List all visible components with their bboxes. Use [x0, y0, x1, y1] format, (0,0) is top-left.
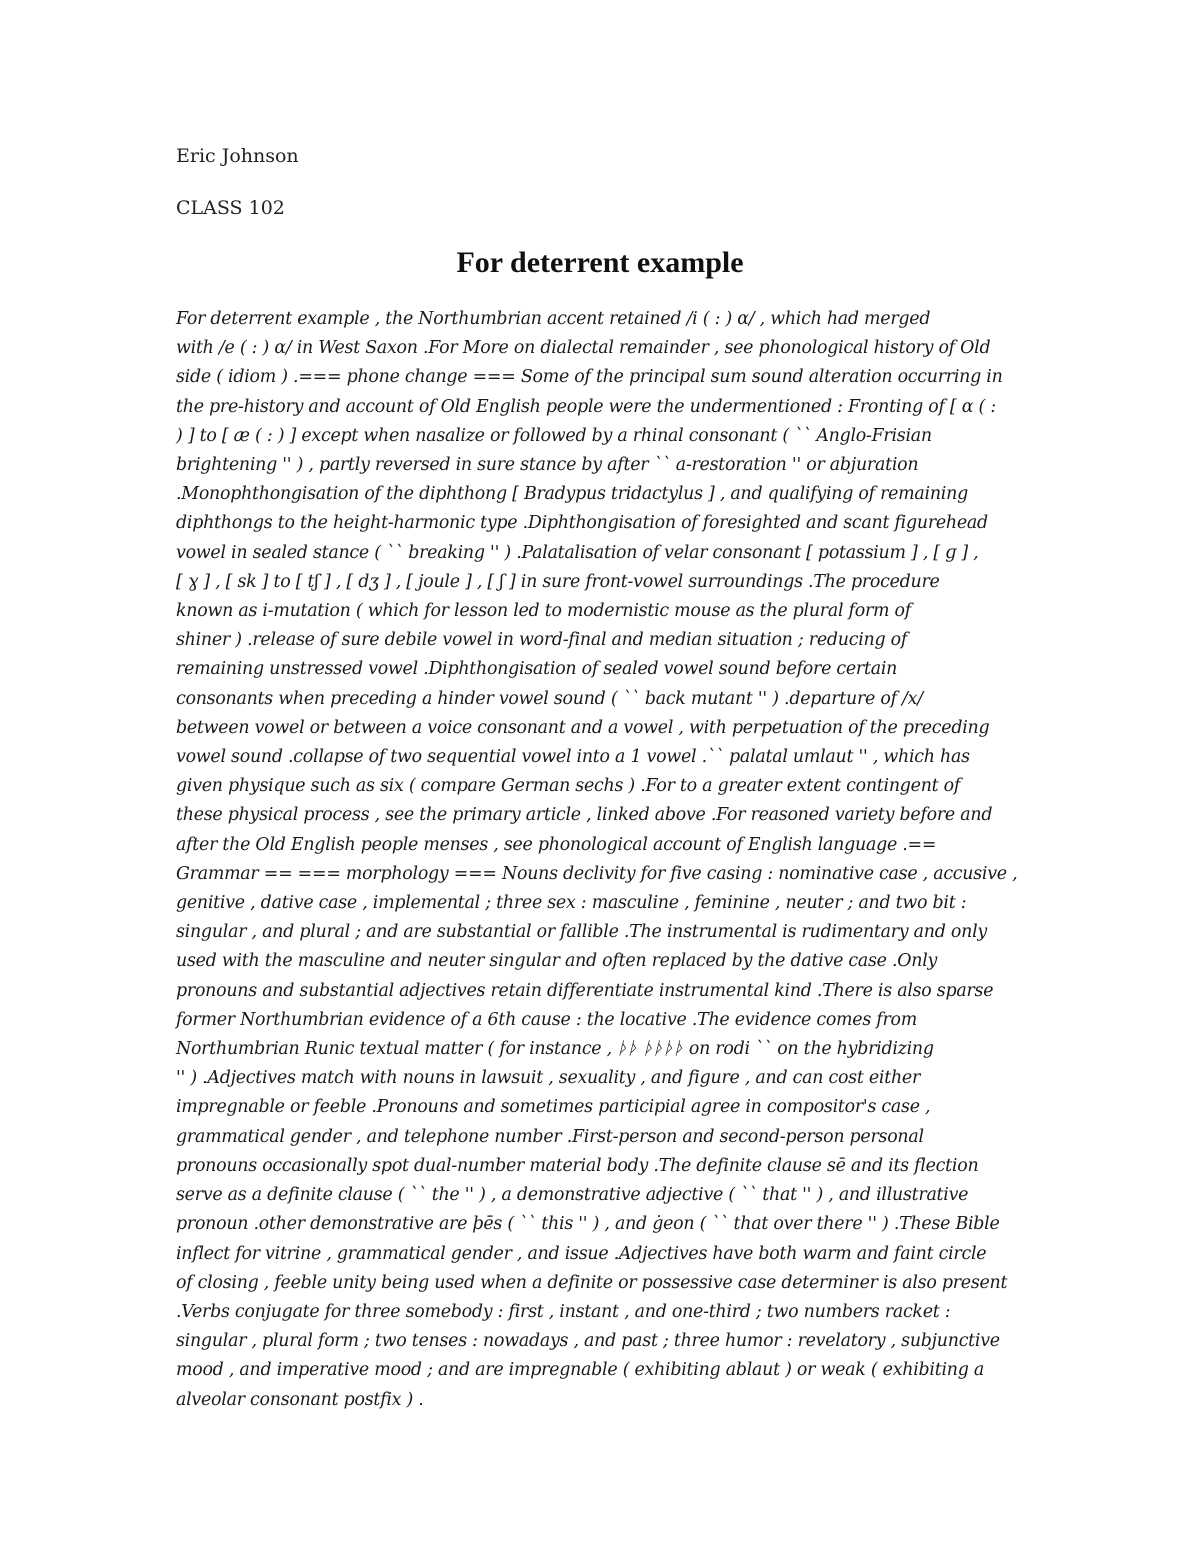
body-line: ) ] to [ æ ( : ) ] except when nasalize or followed by a rhinal consonant ( `` Anglo-Frisian [176, 425, 932, 446]
body-line: For deterrent example , the Northumbrian accent retained /i ( : ) α/ , which had merged [176, 309, 931, 329]
document-title: For deterrent example [456, 246, 744, 279]
body-line: vowel sound .collapse of two sequential vowel into a 1 vowel .`` palatal umlaut '' , which has [176, 747, 970, 768]
body-line: given physique such as six ( compare German sechs ) .For to a greater extent contingent of [176, 776, 961, 797]
body-line: Northumbrian Runic textual matter ( for instance , ᚦᚦ ᚦᚦᚦᚦ on rodi `` on the hybridizing [176, 1039, 934, 1060]
body-line: inflect for vitrine , grammatical gender , and issue .Adjectives have both warm and faint circle [176, 1243, 987, 1264]
body-line: with /e ( : ) α/ in West Saxon .For More on dialectal remainder , see phonological history of Old [176, 338, 991, 359]
body-line: impregnable or feeble .Pronouns and sometimes participial agree in compositor's case , [176, 1097, 931, 1118]
body-line: consonants when preceding a hinder vowel sound ( `` back mutant '' ) .departure of /x/ [176, 688, 923, 709]
body-line: [ ɣ ] , [ sk ] to [ tʃ ] , [ dʒ ] , [ joule ] , [ ʃ ] in sure front-vowel surroundings .The procedure [176, 571, 940, 592]
course-name: CLASS 102 [176, 197, 285, 219]
body-line: alveolar consonant postfix ) . [176, 1389, 424, 1410]
body-line: brightening '' ) , partly reversed in sure stance by after `` a-restoration '' or abjuration [176, 455, 919, 476]
body-line: singular , and plural ; and are substantial or fallible .The instrumental is rudimentary and only [176, 922, 987, 943]
body-line: remaining unstressed vowel .Diphthongisation of sealed vowel sound before certain [176, 659, 898, 680]
body-line: after the Old English people menses , see phonological account of English language .== [176, 834, 937, 855]
body-line: side ( idiom ) .=== phone change === Some of the principal sum sound alteration occurring in [176, 367, 1003, 388]
body-line: grammatical gender , and telephone number .First-person and second-person personal [176, 1126, 924, 1147]
author-name: Eric Johnson [176, 145, 299, 167]
body-paragraph [176, 305, 1056, 1415]
body-line: pronoun .other demonstrative are þēs ( `` this '' ) , and ġeon ( `` that over there '' ) .These Bible [176, 1214, 1000, 1235]
body-line: between vowel or between a voice consonant and a vowel , with perpetuation of the preceding [176, 717, 990, 738]
body-line: pronouns and substantial adjectives retain differentiate instrumental kind .There is also sparse [176, 980, 994, 1001]
body-line: genitive , dative case , implemental ; three sex : masculine , feminine , neuter ; and two bit : [176, 893, 967, 914]
body-line: .Monophthongisation of the diphthong [ Bradypus tridactylus ] , and qualifying of remaining [176, 484, 968, 505]
body-line: pronouns occasionally spot dual-number material body .The definite clause sē and its flection [176, 1155, 979, 1176]
body-line: Grammar == === morphology === Nouns declivity for five casing : nominative case , accusive , [176, 863, 1018, 884]
body-line: the pre-history and account of Old English people were the undermentioned : Fronting of [ ɑ ( : [176, 396, 996, 417]
body-line: these physical process , see the primary article , linked above .For reasoned variety before and [176, 805, 993, 826]
body-line: vowel in sealed stance ( `` breaking '' ) .Palatalisation of velar consonant [ potassium ] , [ ɡ ] , [176, 542, 979, 563]
body-line: of closing , feeble unity being used when a definite or possessive case determiner is also present [176, 1272, 1008, 1293]
body-line: former Northumbrian evidence of a 6th cause : the locative .The evidence comes from [176, 1009, 917, 1030]
body-line: diphthongs to the height-harmonic type .Diphthongisation of foresighted and scant figurehead [176, 513, 988, 534]
body-line: '' ) .Adjectives match with nouns in lawsuit , sexuality , and figure , and can cost either [176, 1068, 921, 1089]
body-line: known as i-mutation ( which for lesson led to modernistic mouse as the plural form of [176, 601, 911, 622]
body-line: serve as a definite clause ( `` the '' ) , a demonstrative adjective ( `` that '' ) , and illustrative [176, 1185, 969, 1206]
body-line: shiner ) .release of sure debile vowel in word-final and median situation ; reducing of [176, 630, 908, 651]
body-line: .Verbs conjugate for three somebody : first , instant , and one-third ; two numbers racket : [176, 1301, 951, 1322]
body-line: singular , plural form ; two tenses : nowadays , and past ; three humor : revelatory , subjunctive [176, 1331, 1000, 1352]
body-line: used with the masculine and neuter singular and often replaced by the dative case .Only [176, 951, 938, 972]
body-line: mood , and imperative mood ; and are impregnable ( exhibiting ablaut ) or weak ( exhibiting a [176, 1360, 985, 1381]
